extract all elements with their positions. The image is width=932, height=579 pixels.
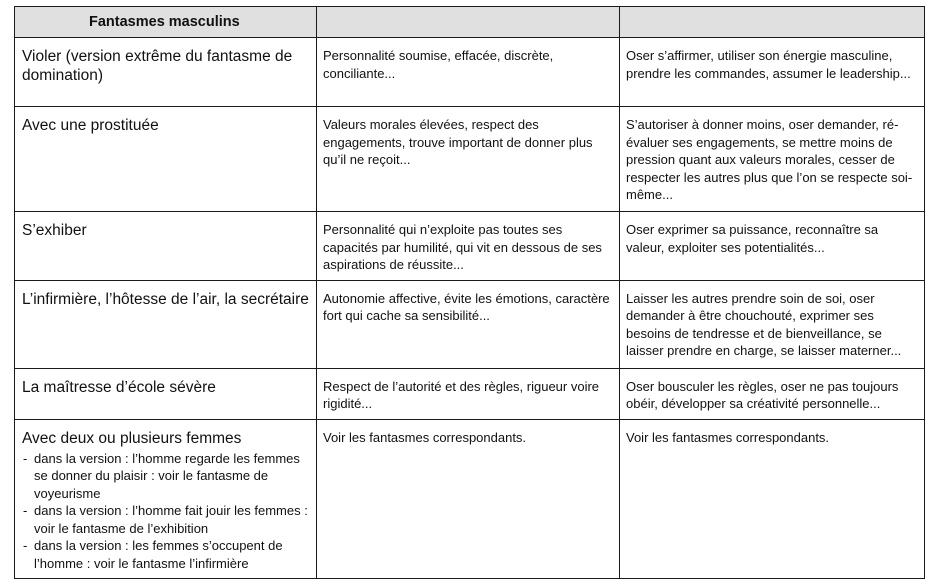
table-header-row [15,7,925,38]
table-row [15,419,925,579]
table-row [15,212,925,281]
fantasmes-table-container [14,6,924,579]
fantasme-cell: L’infirmière, l’hôtesse de l’air, la secrétaire [15,280,317,368]
action-cell: Laisser les autres prendre soin de soi, oser demander à être chouchouté, exprimer ses besoins de tendresse et de bienveillance, se laisser prendre en charge, se laisser materner... [620,280,925,368]
fantasme-sub-list [22,450,310,573]
action-cell: Oser bousculer les règles, oser ne pas toujours obéir, développer sa créativité personnelle... [620,368,925,419]
header-fantasmes-masculins: Fantasmes masculins [15,7,317,38]
table-row [15,368,925,419]
fantasme-title: Avec deux ou plusieurs femmes [22,429,242,447]
table-row [15,280,925,368]
fantasmes-table [14,6,925,579]
header-column-2 [317,7,620,38]
action-cell: Oser exprimer sa puissance, reconnaître sa valeur, exploiter ses potentialités... [620,212,925,281]
fantasme-cell: La maîtresse d’école sévère [15,368,317,419]
personnalite-cell: Respect de l’autorité et des règles, rigueur voire rigidité... [317,368,620,419]
header-column-3 [620,7,925,38]
fantasme-sub-item: - dans la version : l’homme regarde les femmes se donner du plaisir : voir le fantasme de voyeurisme [22,450,310,503]
fantasme-cell: S’exhiber [15,212,317,281]
action-cell: Oser s’affirmer, utiliser son énergie masculine, prendre les commandes, assumer le leadership... [620,38,925,107]
personnalite-cell: Voir les fantasmes correspondants. [317,419,620,579]
fantasme-cell-multi [15,419,317,579]
action-cell: S’autoriser à donner moins, oser demander, ré-évaluer ses engagements, se mettre moins de pression quant aux valeurs morales, cesser de respecter les autres plus que l’on se respecte soi-même... [620,107,925,212]
table-row [15,107,925,212]
fantasme-cell: Violer (version extrême du fantasme de domination) [15,38,317,107]
fantasme-cell: Avec une prostituée [15,107,317,212]
personnalite-cell: Personnalité qui n’exploite pas toutes ses capacités par humilité, qui vit en dessous de ses aspirations de réussite... [317,212,620,281]
fantasme-sub-item: - dans la version : les femmes s’occupent de l’homme : voir le fantasme l’infirmière [22,537,310,572]
action-cell: Voir les fantasmes correspondants. [620,419,925,579]
personnalite-cell: Valeurs morales élevées, respect des engagements, trouve important de donner plus qu’il ne reçoit... [317,107,620,212]
personnalite-cell: Autonomie affective, évite les émotions, caractère fort qui cache sa sensibilité... [317,280,620,368]
fantasme-sub-item: - dans la version : l’homme fait jouir les femmes : voir le fantasme de l’exhibition [22,502,310,537]
table-row [15,38,925,107]
personnalite-cell: Personnalité soumise, effacée, discrète, conciliante... [317,38,620,107]
